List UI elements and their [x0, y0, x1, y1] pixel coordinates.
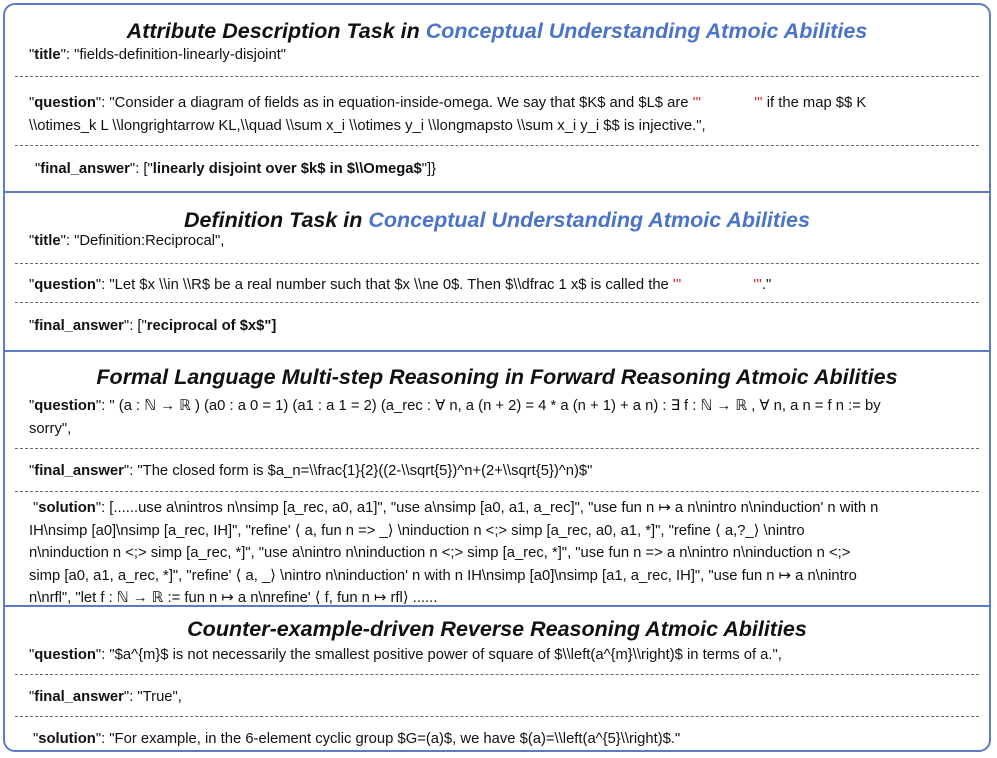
question-key: question [34, 647, 96, 663]
answer-prefix: : [" [135, 161, 153, 177]
answer-line: "final_answer": "True", [29, 689, 182, 705]
answer-line: "final_answer": ["reciprocal of $x$"] [29, 318, 277, 334]
solution-text: : "For example, in the 6-element cyclic group $G=(a)$, we have $(a)=\\left(a^{5}\\right)$." [101, 731, 681, 747]
heading-accent-text: Conceptual Understanding Atmoic Abilities [425, 19, 868, 43]
answer-value: : "The closed form is $a_n=\\frac{1}{2}((2-\\sqrt{5})^n+(2+\\sqrt{5})^n)$" [129, 463, 593, 479]
heading-accent-text: Conceptual Understanding Atmoic Abilities [368, 208, 810, 232]
solution-text: : [......use a\nintros n\nsimp [a_rec, a0, a1]", "use a\nsimp [a0, a1, a_rec]", "use fun n ↦ a n\nintro n\ninduction' n with n [101, 500, 879, 516]
question-text: : "Consider a diagram of fields as in equation-inside-omega. We say that $K$ and $L$ are [101, 95, 693, 111]
answer-key: final_answer [34, 689, 124, 705]
question-text: : " (a : ℕ → ℝ ) (a0 : a 0 = 1) (a1 : a 1 = 2) (a_rec : ∀ n, a (n + 2) = 4 * a (n + 1) + a n) : ∃ f : ℕ → ℝ , ∀ n, a n = f n := by [101, 398, 881, 414]
blank-marker-close: ''' [753, 277, 762, 293]
answer-key: final_answer [34, 463, 124, 479]
section-attribute-description [5, 5, 989, 191]
dashed-divider [15, 263, 979, 264]
answer-value: reciprocal of $x$ [146, 318, 265, 334]
solution-line: "solution": [......use a\nintros n\nsimp [a_rec, a0, a1]", "use a\nsimp [a0, a1, a_rec]", "use fun n ↦ a n\nintro n\ninduction' n with n [33, 500, 879, 516]
answer-value: linearly disjoint over $k$ in $\\Omega$ [152, 161, 422, 177]
title-value: : "Definition:Reciprocal", [65, 233, 225, 249]
section-definition [5, 191, 989, 352]
question-text-cont: ." [761, 277, 772, 293]
solution-line: IH\nsimp [a0]\nsimp [a_rec, IH]", "refine' ⟨ a, fun n => _⟩ \ninduction n <;> simp [a_rec, a0, a1, *]", "refine ⟨ a,?_⟩ \nintro [29, 522, 805, 539]
answer-key: final_answer [34, 318, 124, 334]
title-line: "title": "fields-definition-linearly-disjoint" [29, 47, 287, 63]
answer-suffix: "] [264, 318, 277, 334]
section-heading [5, 364, 989, 390]
question-key: question [34, 95, 96, 111]
title-key: title [34, 233, 61, 249]
question-text-cont: \\otimes_k L \\longrightarrow KL,\\quad \\sum x_i \\otimes y_i \\longmapsto \\sum x_i y_i $$ is injective.", [29, 118, 706, 134]
answer-key: final_answer [40, 161, 130, 177]
heading-text: Definition Task in [184, 208, 369, 232]
dashed-divider [15, 302, 979, 303]
answer-prefix: : [" [129, 318, 147, 334]
section-heading [5, 18, 989, 44]
question-line: "question": "Let $x \\in \\R$ be a real number such that $x \\ne 0$. Then $\\dfrac 1 x$ is called the ''' '''." [29, 277, 772, 293]
dashed-divider [15, 674, 979, 675]
title-line: "title": "Definition:Reciprocal", [29, 233, 225, 249]
question-line-2 [29, 418, 977, 441]
solution-key: solution [38, 500, 96, 516]
blank-marker-open: ''' [672, 277, 682, 293]
solution-line: "solution": "For example, in the 6-element cyclic group $G=(a)$, we have $(a)=\\left(a^{5}\\right)$." [33, 731, 681, 747]
dashed-divider [15, 145, 979, 146]
dashed-divider [15, 448, 979, 449]
dashed-divider [15, 491, 979, 492]
section-heading [5, 616, 989, 642]
solution-line: n\ninduction n <;> simp [a_rec, *]", "use a\nintro n\ninduction n <;> simp [a_rec, *]", "use fun n => a n\nintro n\ninduction n <;> [29, 545, 851, 561]
question-line: "question": " (a : ℕ → ℝ ) (a0 : a 0 = 1) (a1 : a 1 = 2) (a_rec : ∀ n, a (n + 2) = 4 * a (n + 1) + a n) : ∃ f : ℕ → ℝ , ∀ n, a n = f n := by [29, 398, 881, 414]
title-value: : "fields-definition-linearly-disjoint" [65, 47, 287, 63]
answer-line: "final_answer": ["linearly disjoint over $k$ in $\\Omega$"]} [35, 161, 437, 177]
question-text-cont: if the map $$ K [762, 95, 867, 111]
title-key: title [34, 47, 61, 63]
answer-suffix: "]} [421, 161, 437, 177]
question-key: question [34, 277, 96, 293]
heading-text: Attribute Description Task in [126, 19, 426, 43]
question-line-2 [29, 115, 977, 138]
blank-marker-open: ''' [692, 95, 702, 111]
question-line: "question": "Consider a diagram of fields as in equation-inside-omega. We say that $K$ and $L$ are ''' ''' if the map $$ K [29, 95, 867, 111]
answer-line: "final_answer": "The closed form is $a_n=\\frac{1}{2}((2-\\sqrt{5})^n+(2+\\sqrt{5})^n)$" [29, 463, 593, 479]
dashed-divider [15, 716, 979, 717]
answer-value: : "True", [129, 689, 182, 705]
solution-block [29, 497, 977, 610]
solution-line: simp [a0, a1, a_rec, *]", "refine' ⟨ a, _⟩ \nintro n\ninduction' n with n IH\nsimp [a0]\nsimp [a1, a_rec, IH]", "use fun n ↦ a n\nintro [29, 567, 857, 584]
question-text: : "Let $x \\in \\R$ be a real number such that $x \\ne 0$. Then $\\dfrac 1 x$ is called the [101, 277, 673, 293]
dashed-divider [15, 76, 979, 77]
solution-key: solution [38, 731, 96, 747]
question-text-cont: sorry", [29, 421, 72, 437]
question-line: "question": "$a^{m}$ is not necessarily the smallest positive power of square of $\\left(a^{m}\\right)$ in terms of a.", [29, 647, 782, 663]
question-key: question [34, 398, 96, 414]
question-text: : "$a^{m}$ is not necessarily the smallest positive power of square of $\\left(a^{m}\\right)$ in terms of a.", [101, 647, 782, 663]
blank-marker-close: ''' [754, 95, 763, 111]
solution-line: n\nrfl", "let f : ℕ → ℝ := fun n ↦ a n\nrefine' ⟨ f, fun n ↦ rfl⟩ ...... [29, 590, 438, 606]
heading-text: Counter-example-driven Reverse Reasoning Atmoic Abilities [187, 617, 807, 641]
section-formal-language [5, 350, 989, 607]
figure-frame [3, 3, 991, 752]
heading-text: Formal Language Multi-step Reasoning in Forward Reasoning Atmoic Abilities [96, 365, 898, 389]
section-counter-example [5, 605, 989, 752]
